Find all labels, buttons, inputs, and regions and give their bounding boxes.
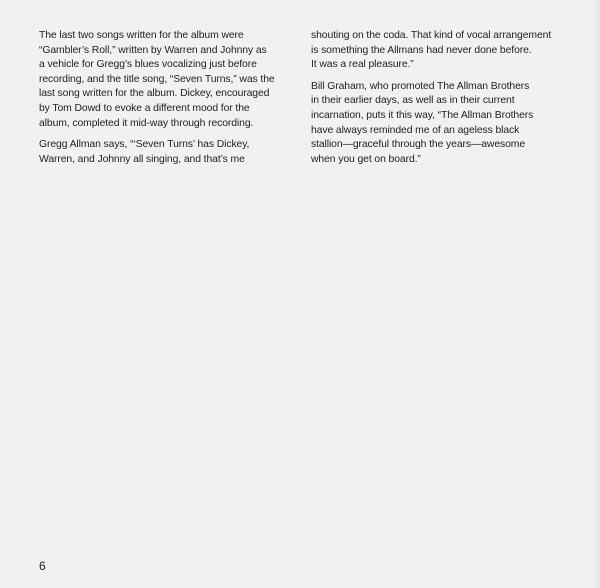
text-line: by Tom Dowd to evoke a different mood for the: [39, 102, 250, 114]
paragraph: [311, 29, 551, 73]
text-line: is something the Allmans had never done before.: [311, 44, 532, 56]
paragraph: [311, 80, 551, 168]
text-line: in their earlier days, as well as in their current: [311, 95, 515, 107]
text-line: incarnation, puts it this way, “The Allman Brothers: [311, 109, 534, 121]
left-column: [39, 29, 275, 174]
paragraph: [39, 29, 275, 131]
text-line: Warren, and Johnny all singing, and that’s me: [39, 153, 245, 165]
paragraph: [39, 138, 275, 167]
text-line: Bill Graham, who promoted The Allman Brothers: [311, 80, 530, 92]
page-edge-shadow: [594, 0, 600, 588]
text-line: album, completed it mid-way through recording.: [39, 117, 254, 129]
text-line: The last two songs written for the album were: [39, 30, 244, 41]
right-column: [311, 29, 551, 174]
text-line: have always reminded me of an ageless black: [311, 124, 520, 136]
text-line: a vehicle for Gregg’s blues vocalizing just before: [39, 59, 257, 71]
text-line: when you get on board.”: [311, 153, 421, 165]
page-number: 6: [39, 559, 46, 573]
text-line: It was a real pleasure.”: [311, 59, 414, 71]
text-line: shouting on the coda. That kind of vocal arrangement: [311, 30, 552, 41]
text-line: “Gambler’s Roll,” written by Warren and Johnny as: [39, 44, 267, 56]
text-line: stallion—graceful through the years—awesome: [311, 139, 526, 151]
text-line: Gregg Allman says, “‘Seven Turns’ has Dickey,: [39, 139, 250, 151]
text-line: last song written for the album. Dickey, encouraged: [39, 88, 270, 100]
text-line: recording, and the title song, “Seven Turns,” was the: [39, 73, 275, 85]
